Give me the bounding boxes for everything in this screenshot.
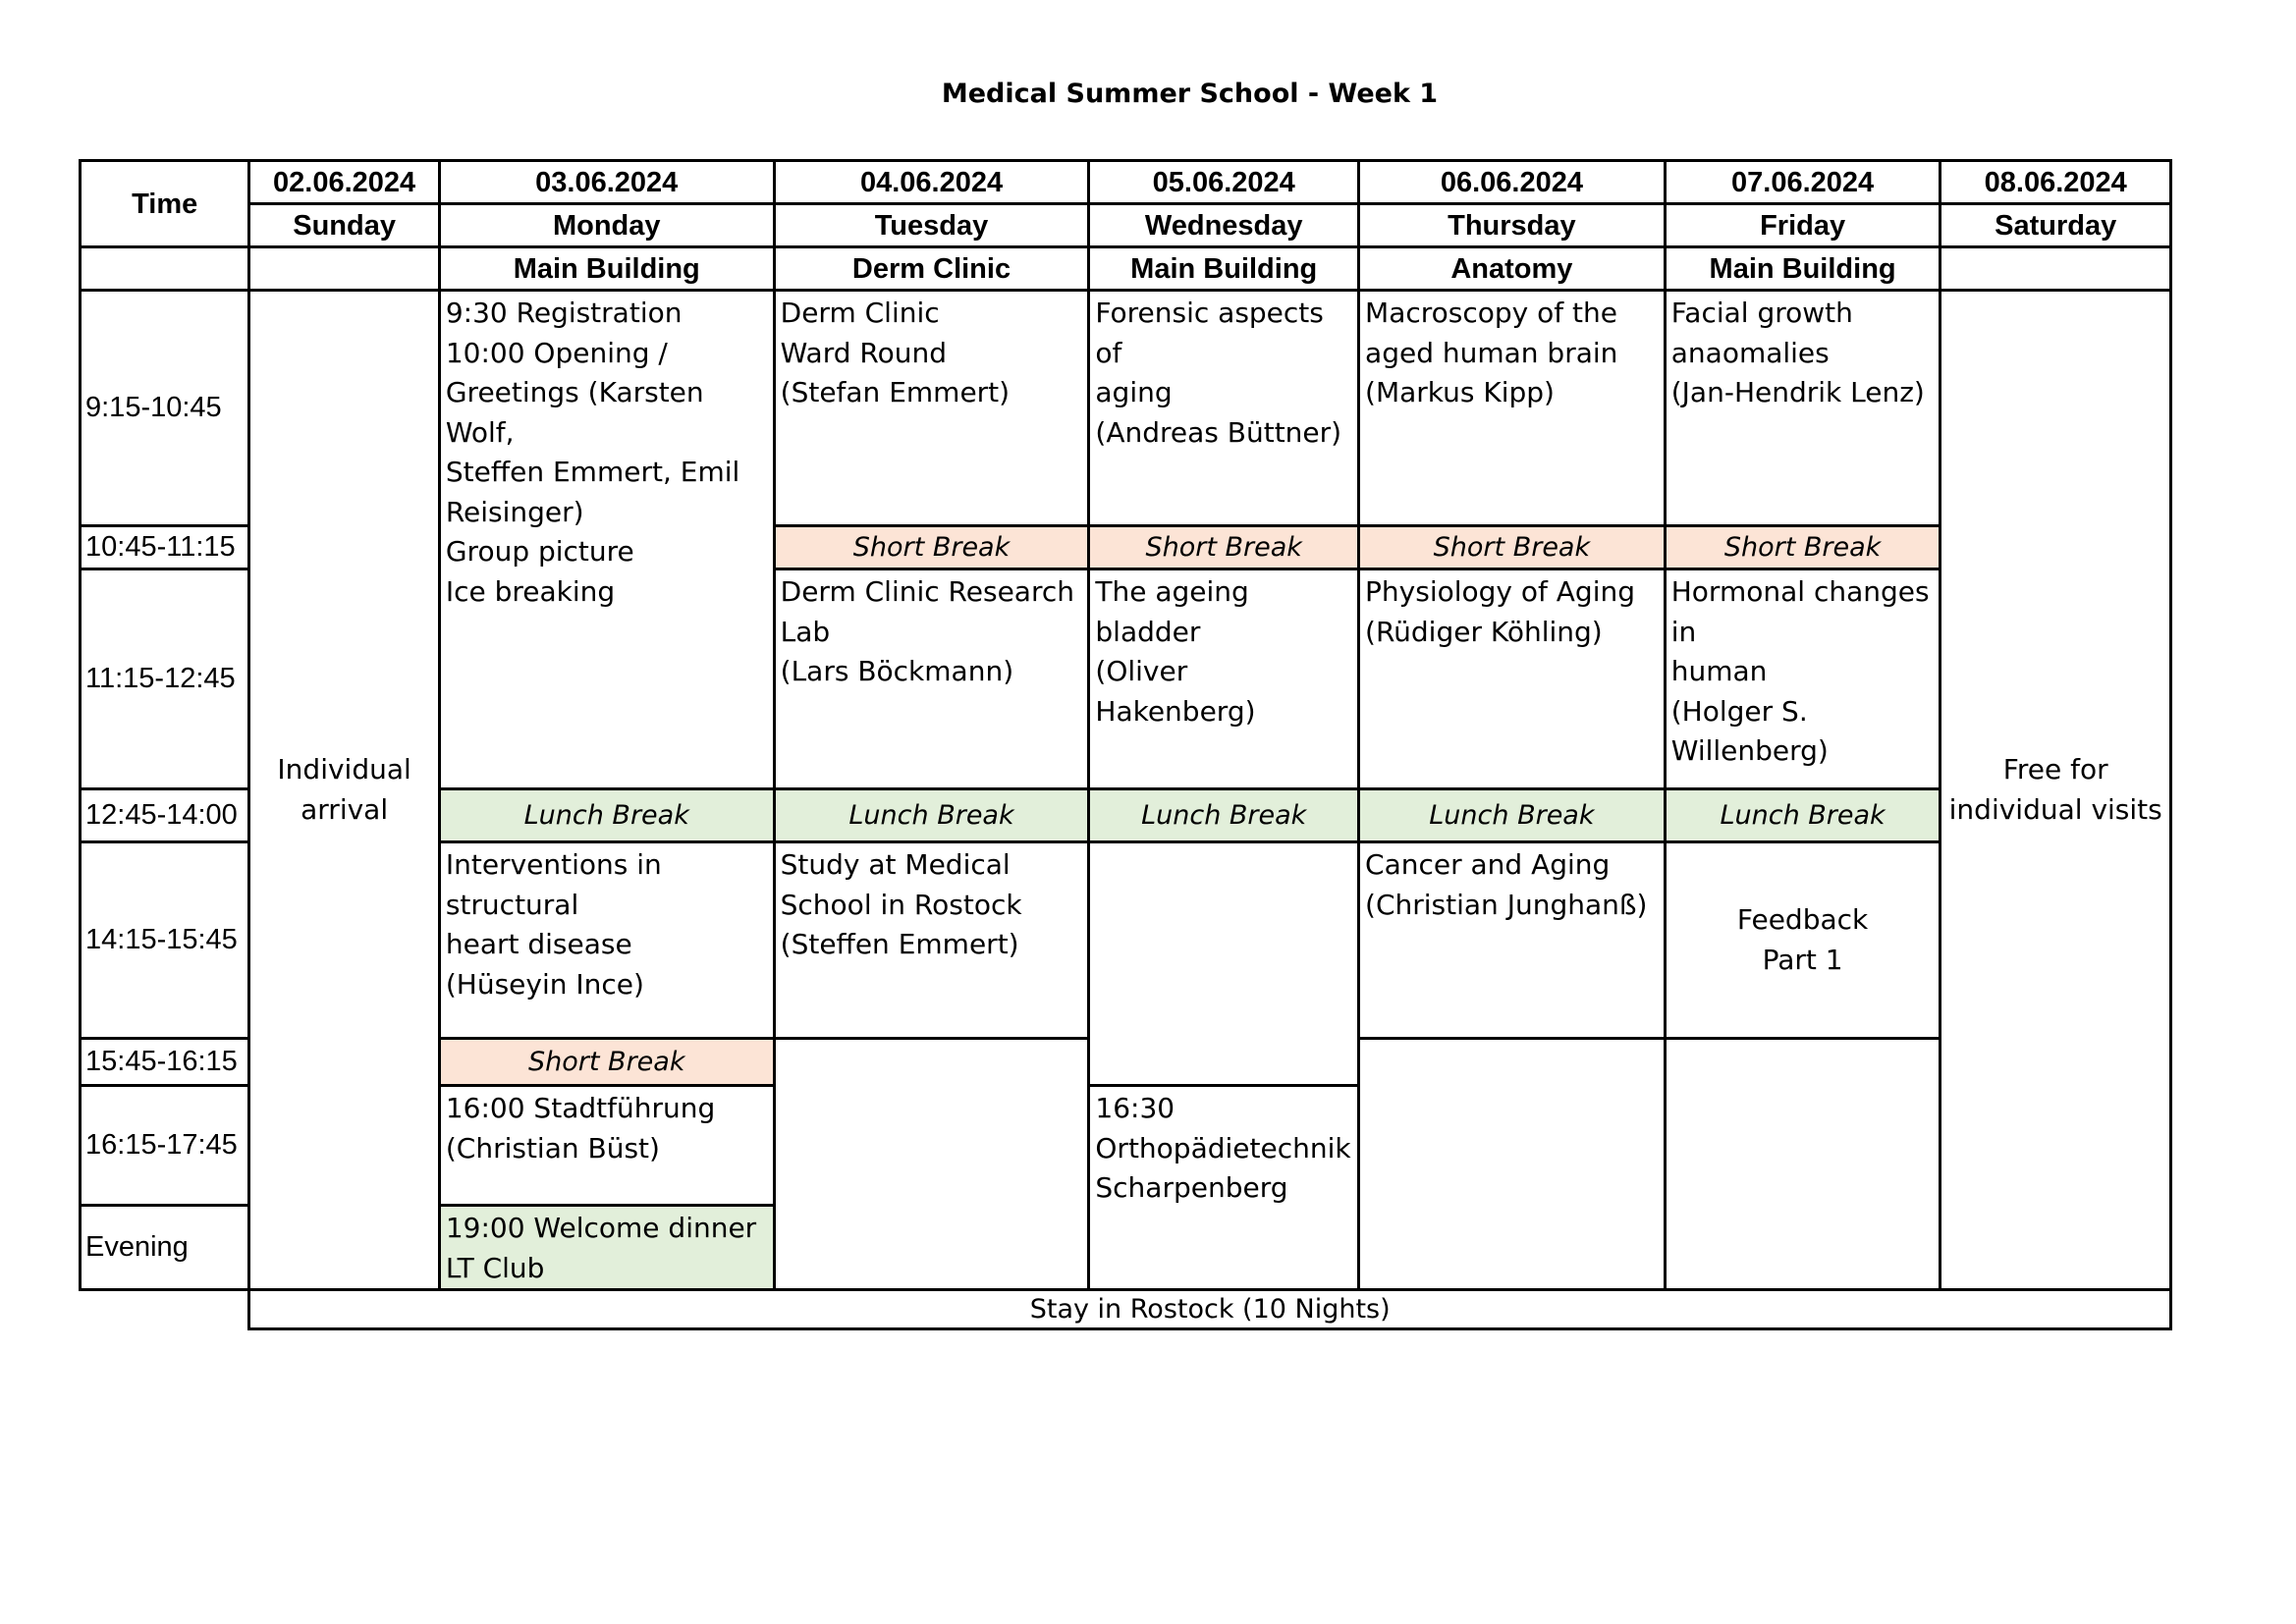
- time-slot: 12:45-14:00: [81, 789, 249, 842]
- day-thursday: Thursday: [1359, 204, 1666, 247]
- tuesday-session-2: [774, 569, 1089, 789]
- session-line: Hormonal changes in: [1670, 575, 1930, 648]
- page-title: Medical Summer School - Week 1: [941, 79, 1439, 109]
- day-sunday: Sunday: [249, 204, 439, 247]
- footer-row: [81, 1290, 2171, 1329]
- location-tuesday: Derm Clinic: [774, 247, 1089, 291]
- monday-afternoon-session: [439, 842, 774, 1039]
- friday-late-empty: [1665, 1039, 1941, 1290]
- date-thursday: 06.06.2024: [1359, 161, 1666, 204]
- friday-feedback-session: [1665, 842, 1941, 1039]
- session-line: Derm Clinic Research: [780, 575, 1074, 608]
- session-line: Cancer and Aging: [1365, 848, 1611, 881]
- tuesday-late-empty: [774, 1039, 1089, 1290]
- wednesday-session-2: [1089, 569, 1359, 789]
- time-header: Time: [81, 161, 249, 247]
- saturday-line: individual visits: [1948, 792, 2162, 826]
- session-line: Forensic aspects of: [1095, 297, 1324, 369]
- session-line: 10:00 Opening /: [445, 336, 668, 369]
- session-line: 19:00 Welcome dinner: [445, 1212, 757, 1244]
- short-break: Short Break: [774, 526, 1089, 569]
- session-line: Study at Medical: [780, 848, 1011, 881]
- time-slot: 10:45-11:15: [81, 526, 249, 569]
- time-slot: 11:15-12:45: [81, 569, 249, 789]
- day-saturday: Saturday: [1941, 204, 2171, 247]
- session-line: (Lars Böckmann): [780, 655, 1014, 687]
- day-monday: Monday: [439, 204, 774, 247]
- session-line: 16:30: [1095, 1092, 1175, 1124]
- session-line: Feedback: [1736, 903, 1869, 936]
- stay-banner: Stay in Rostock (10 Nights): [249, 1290, 2171, 1329]
- day-wednesday: Wednesday: [1089, 204, 1359, 247]
- day-tuesday: Tuesday: [774, 204, 1089, 247]
- session-line: 9:30 Registration: [445, 297, 683, 329]
- session-line: aged human brain: [1365, 336, 1618, 369]
- monday-evening-session: [439, 1206, 774, 1290]
- session-line: (Christian Junghanß): [1365, 888, 1648, 921]
- session-line: Ward Round: [780, 336, 947, 369]
- session-line: Greetings (Karsten Wolf,: [445, 376, 704, 449]
- lunch-break: Lunch Break: [1665, 789, 1941, 842]
- lunch-break: Lunch Break: [774, 789, 1089, 842]
- time-slot: 9:15-10:45: [81, 291, 249, 526]
- location-monday: Main Building: [439, 247, 774, 291]
- sunday-line: arrival: [301, 792, 389, 826]
- session-line: Derm Clinic: [780, 297, 940, 329]
- short-break: Short Break: [439, 1039, 774, 1086]
- footer-spacer: [81, 1290, 249, 1329]
- session-line: (Markus Kipp): [1365, 376, 1555, 408]
- session-line: aging: [1095, 376, 1173, 408]
- time-slot: 14:15-15:45: [81, 842, 249, 1039]
- tuesday-session-3: [774, 842, 1089, 1039]
- saturday-cell: [1941, 291, 2171, 1290]
- thursday-session-2: [1359, 569, 1666, 789]
- date-sunday: 02.06.2024: [249, 161, 439, 204]
- session-line: Interventions in structural: [445, 848, 662, 921]
- session-line: The ageing bladder: [1095, 575, 1249, 648]
- sunday-line: Individual: [277, 753, 411, 785]
- session-line: (Hüseyin Ince): [445, 967, 644, 1001]
- friday-session-1: [1665, 291, 1941, 526]
- session-line: Steffen Emmert, Emil: [445, 456, 740, 488]
- session-line: anaomalies: [1670, 336, 1830, 369]
- location-wednesday: Main Building: [1089, 247, 1359, 291]
- session-line: Physiology of Aging: [1365, 575, 1635, 608]
- session-line: Part 1: [1762, 943, 1843, 976]
- day-friday: Friday: [1665, 204, 1941, 247]
- session-line: (Steffen Emmert): [780, 928, 1019, 960]
- time-header-blank: [81, 247, 249, 291]
- session-line: (Oliver Hakenberg): [1095, 655, 1256, 728]
- location-saturday: [1941, 247, 2171, 291]
- lunch-break: Lunch Break: [1359, 789, 1666, 842]
- session-line: LT Club: [445, 1251, 545, 1284]
- location-thursday: Anatomy: [1359, 247, 1666, 291]
- schedule-table: [79, 159, 2172, 1330]
- header-row-dates: [81, 161, 2171, 204]
- short-break: Short Break: [1359, 526, 1666, 569]
- session-line: Ice breaking: [445, 574, 616, 608]
- session-line: School in Rostock: [780, 888, 1022, 921]
- location-friday: Main Building: [1665, 247, 1941, 291]
- short-break: Short Break: [1665, 526, 1941, 569]
- time-slot: 15:45-16:15: [81, 1039, 249, 1086]
- session-line: (Rüdiger Köhling): [1365, 615, 1603, 648]
- date-wednesday: 05.06.2024: [1089, 161, 1359, 204]
- wednesday-afternoon-empty: [1089, 842, 1359, 1086]
- session-line: (Christian Büst): [445, 1131, 660, 1164]
- location-sunday: [249, 247, 439, 291]
- row-0915: [81, 291, 2171, 526]
- time-slot: Evening: [81, 1206, 249, 1290]
- session-line: 16:00 Stadtführung: [445, 1092, 716, 1124]
- wednesday-session-1: [1089, 291, 1359, 526]
- session-line: Group picture: [445, 535, 634, 568]
- session-line: Facial growth: [1670, 297, 1853, 329]
- header-row-locations: [81, 247, 2171, 291]
- date-saturday: 08.06.2024: [1941, 161, 2171, 204]
- friday-session-2: [1665, 569, 1941, 789]
- date-friday: 07.06.2024: [1665, 161, 1941, 204]
- session-line: Macroscopy of the: [1365, 297, 1617, 329]
- lunch-break: Lunch Break: [1089, 789, 1359, 842]
- session-line: Willenberg): [1670, 734, 1829, 767]
- thursday-late-empty: [1359, 1039, 1666, 1290]
- saturday-line: Free for: [2002, 753, 2108, 785]
- sunday-cell: [249, 291, 439, 1290]
- session-line: (Holger S.: [1670, 694, 1808, 728]
- session-line: heart disease: [445, 928, 632, 960]
- time-slot: 16:15-17:45: [81, 1086, 249, 1206]
- lunch-break: Lunch Break: [439, 789, 774, 842]
- session-line: (Andreas Büttner): [1095, 415, 1342, 449]
- session-line: Lab: [780, 615, 831, 648]
- thursday-session-3: [1359, 842, 1666, 1039]
- header-row-days: [81, 204, 2171, 247]
- session-line: Reisinger): [445, 495, 584, 528]
- wednesday-late-session: [1089, 1086, 1359, 1290]
- session-line: (Stefan Emmert): [780, 376, 1011, 408]
- short-break: Short Break: [1089, 526, 1359, 569]
- monday-late-session: [439, 1086, 774, 1206]
- session-line: human: [1670, 655, 1768, 687]
- session-line: (Jan-Hendrik Lenz): [1670, 376, 1925, 408]
- date-tuesday: 04.06.2024: [774, 161, 1089, 204]
- thursday-session-1: [1359, 291, 1666, 526]
- date-monday: 03.06.2024: [439, 161, 774, 204]
- session-line: Scharpenberg: [1095, 1171, 1288, 1204]
- monday-morning-session: [439, 291, 774, 789]
- tuesday-session-1: [774, 291, 1089, 526]
- session-line: Orthopädietechnik: [1095, 1131, 1351, 1164]
